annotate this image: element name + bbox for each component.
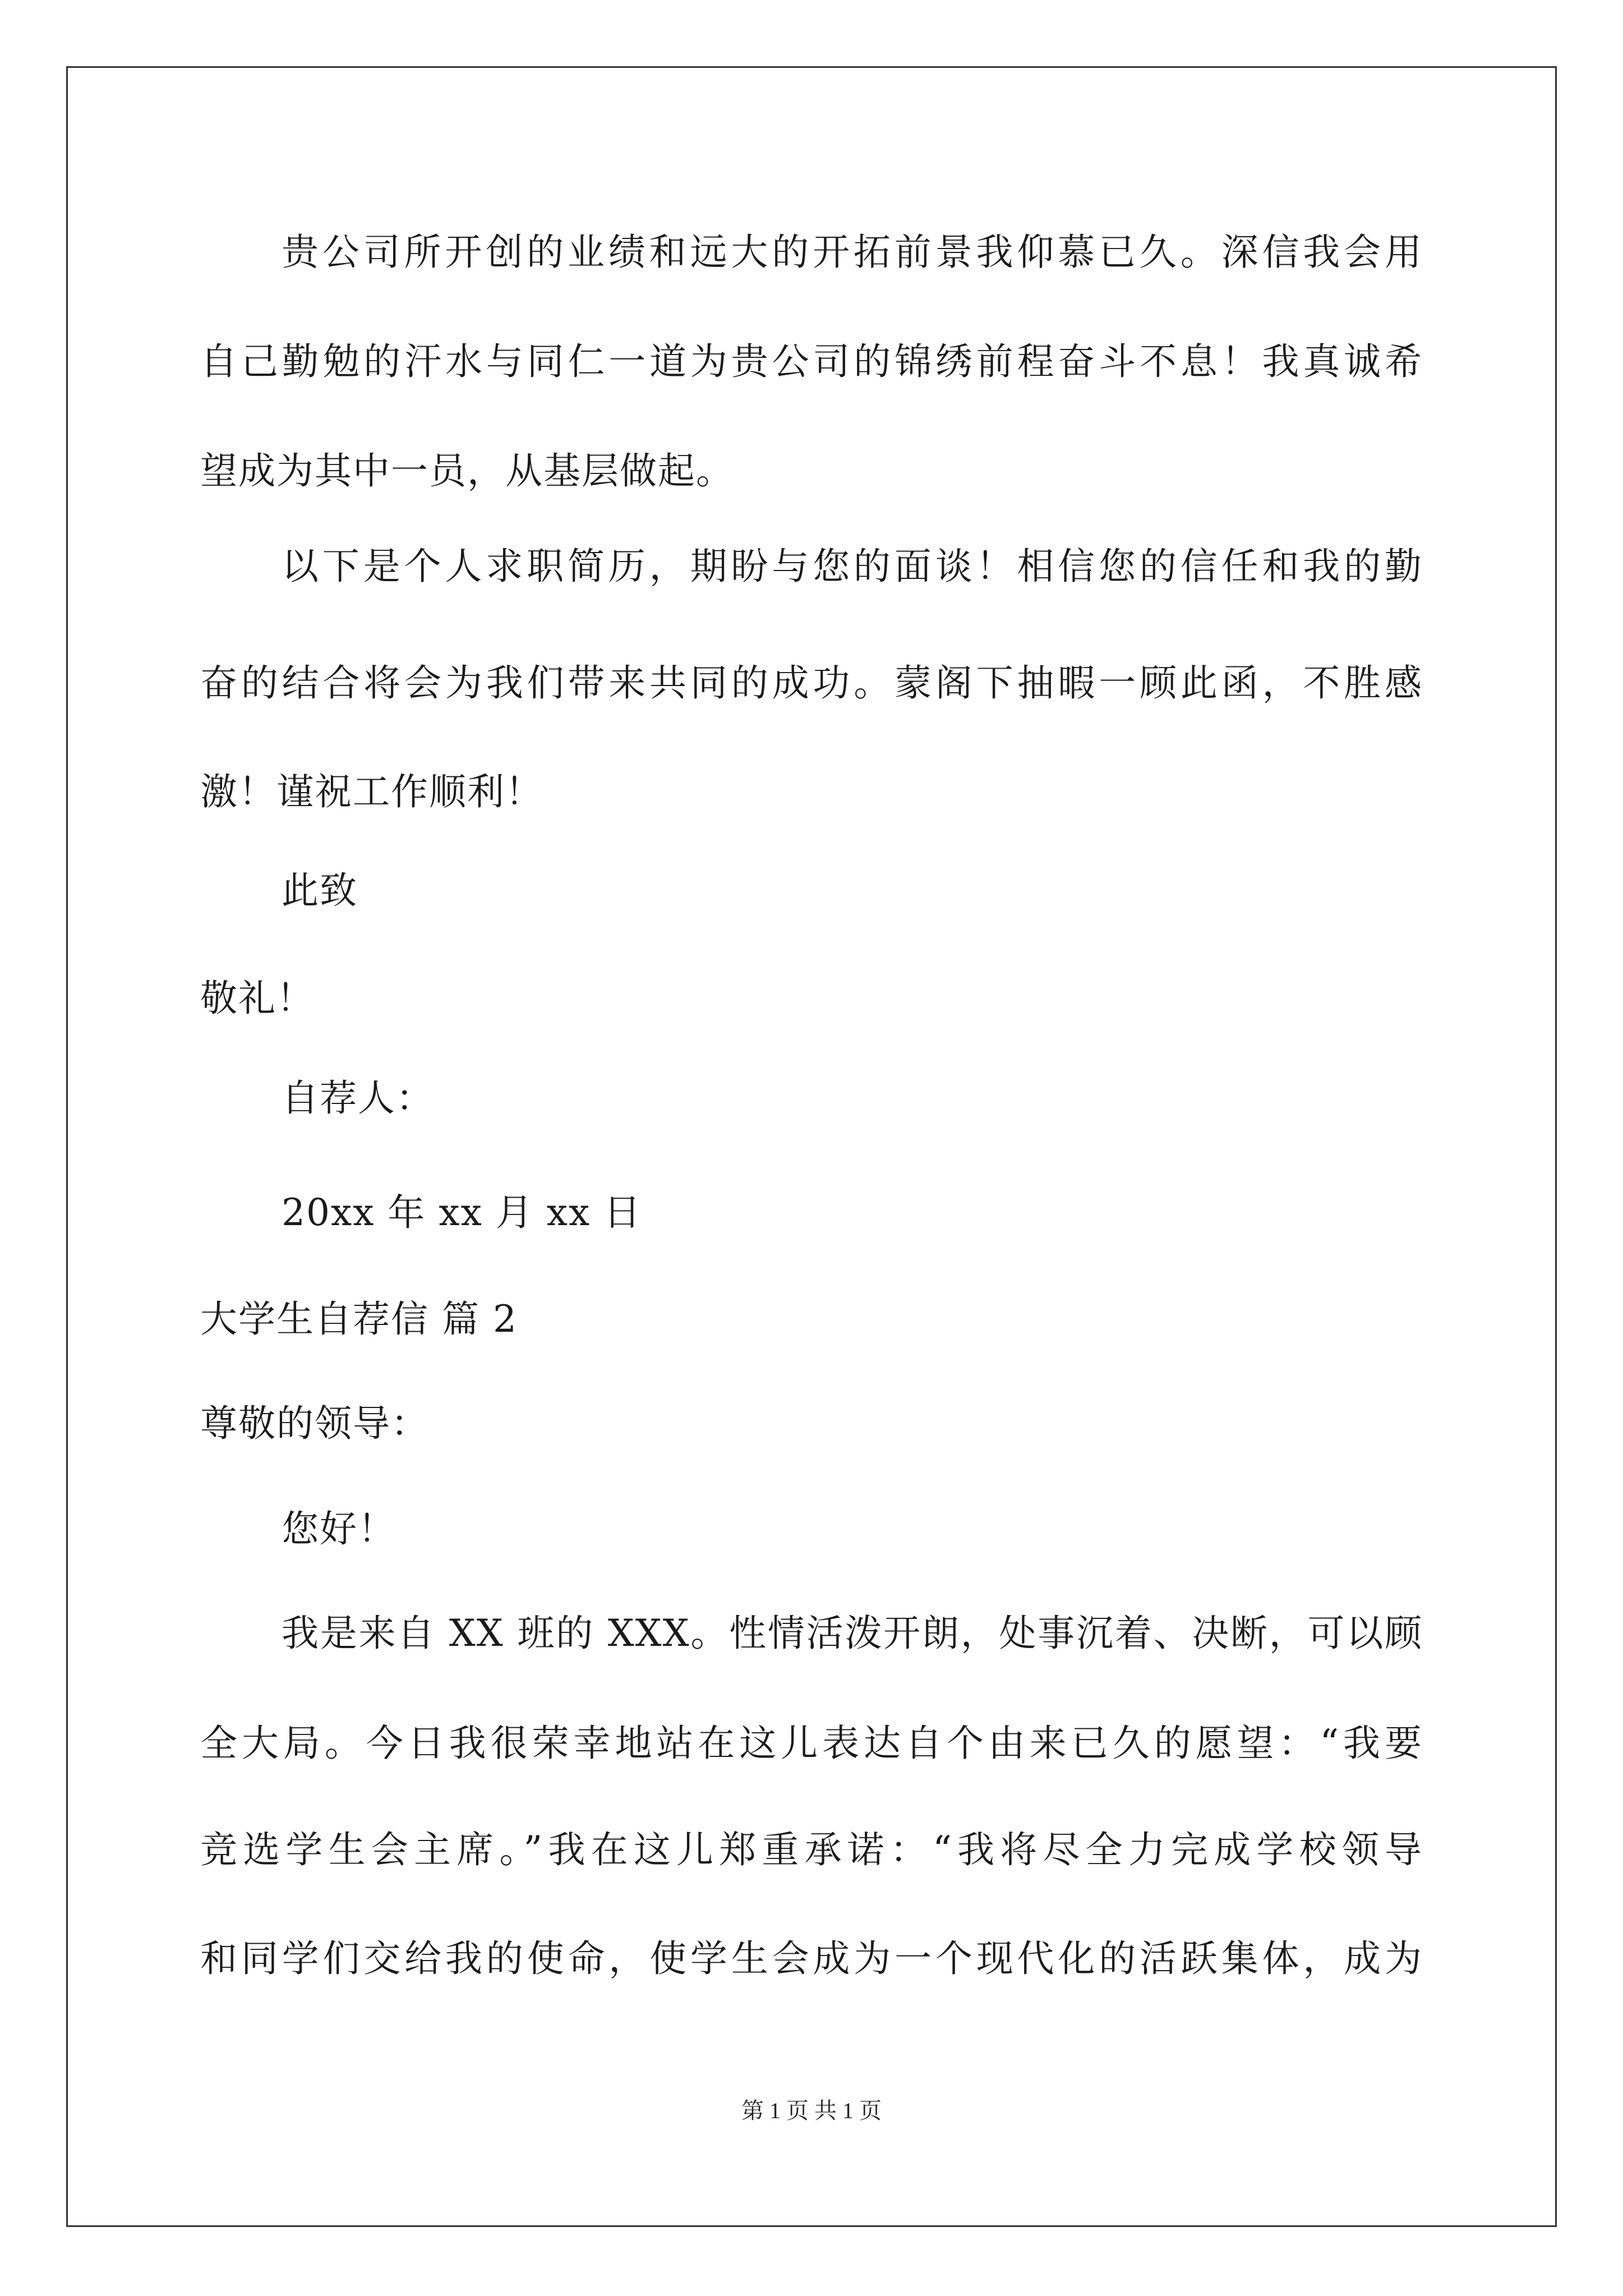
paragraph-line: 望成为其中一员，从基层做起。 [200, 449, 734, 493]
paragraph-line: 激！谨祝工作顺利！ [200, 770, 543, 813]
signature-label: 自荐人： [282, 1076, 434, 1120]
paragraph-line: 贵公司所开创的业绩和远大的开拓前景我仰慕已久。深信我会用 [282, 231, 1423, 274]
greeting-hello: 您好！ [282, 1507, 396, 1550]
paragraph-line: 自己勤勉的汗水与同仁一道为贵公司的锦绣前程奋斗不息！我真诚希 [200, 340, 1423, 383]
paragraph-line: 我是来自 XX 班的 XXX。性情活泼开朗，处事沉着、决断，可以顾 [282, 1612, 1423, 1655]
paragraph-line: 全大局。今日我很荣幸地站在这儿表达自个由来已久的愿望：“我要 [200, 1722, 1423, 1765]
paragraph-line: 和同学们交给我的使命，使学生会成为一个现代化的活跃集体，成为 [200, 1937, 1423, 1980]
paragraph-line: 奋的结合将会为我们带来共同的成功。蒙阁下抽暇一顾此函，不胜感 [200, 661, 1423, 705]
closing-salutation: 此致 [282, 869, 358, 912]
date-line: 20xx 年 xx 月 xx 日 [282, 1191, 642, 1234]
page-border [66, 66, 1557, 2227]
paragraph-line: 以下是个人求职简历，期盼与您的面谈！相信您的信任和我的勤 [282, 545, 1423, 588]
greeting-recipient: 尊敬的领导： [200, 1402, 429, 1445]
page-number-footer: 第 1 页 共 1 页 [741, 2098, 882, 2123]
section-heading: 大学生自荐信 篇 2 [200, 1297, 518, 1341]
closing-regards: 敬礼！ [200, 977, 315, 1020]
paragraph-line: 竞选学生会主席。”我在这儿郑重承诺：“我将尽全力完成学校领导 [200, 1828, 1423, 1871]
